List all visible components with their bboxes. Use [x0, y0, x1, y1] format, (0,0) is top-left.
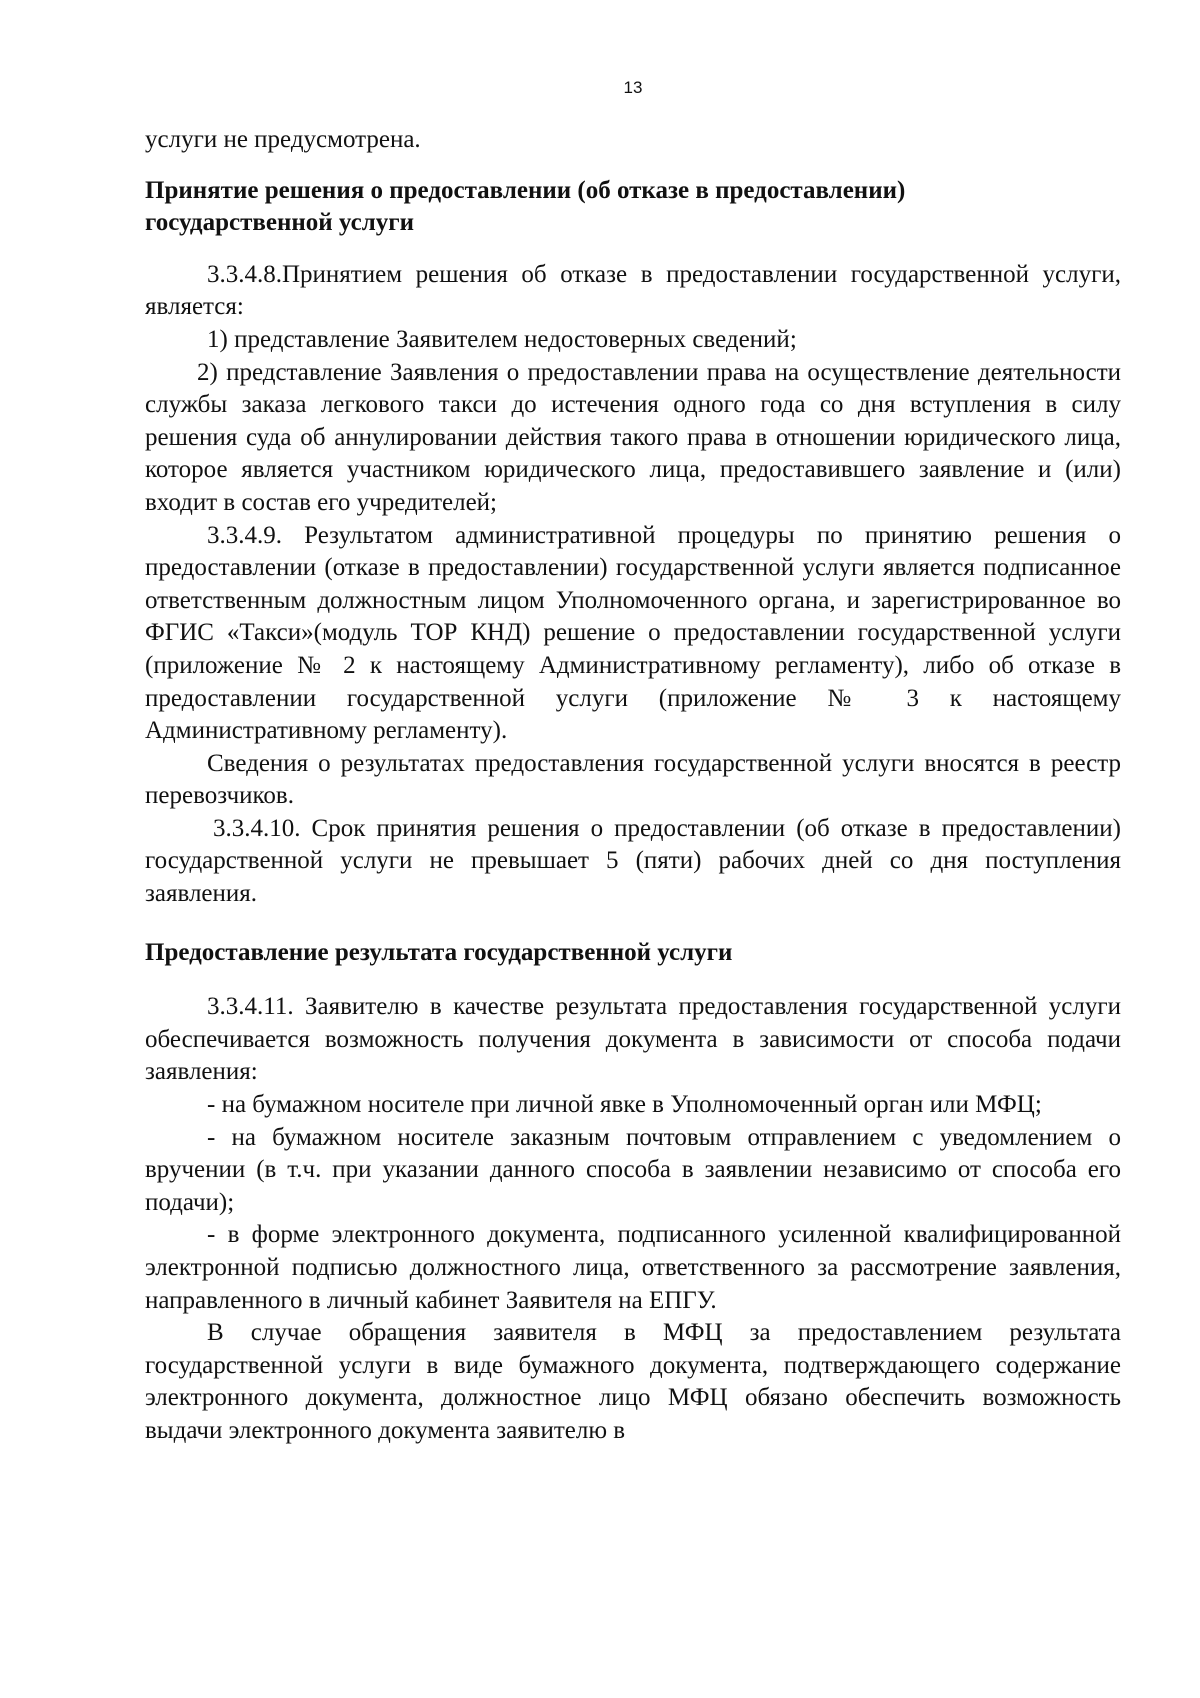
paragraph-mfc: В случае обращения заявителя в МФЦ за предоставлением результата государственной услуги в виде бумажного документа, подтверждающего содержание электронного документа, должностное лицо МФЦ обязано обеспечить возможность выдачи электронного документа заявителю в: [145, 1319, 1121, 1444]
paragraph-3-3-4-8: 3.3.4.8.Принятием решения об отказе в предоставлении государственной услуги, является:: [145, 260, 1121, 321]
document-page: [145, 0, 1121, 1698]
paragraph-3-3-4-9: 3.3.4.9. Результатом административной процедуры по принятию решения о предоставлении (отказе в предоставлении) государственной услуги является подписанное ответственным должностным лицом Уполномоченного органа, и зарегистрированное во ФГИС «Такси»(модуль ТОР КНД) решение о предоставлении государственной услуги (приложение № 2 к настоящему Административному регламенту), либо об отказе в предоставлении государственной услуги (приложение № 3 к настоящему Административному регламенту).: [145, 521, 1121, 745]
section-heading-decision: [145, 175, 1121, 240]
heading-line-2: государственной услуги: [145, 209, 415, 237]
paragraph-3-3-4-10: 3.3.4.10. Срок принятия решения о предоставлении (об отказе в предоставлении) государственной услуги не превышает 5 (пяти) рабочих дней со дня поступления заявления.: [145, 814, 1121, 908]
list-item-1: 1) представление Заявителем недостоверных сведений;: [207, 325, 797, 353]
heading-line-1: Принятие решения о предоставлении (об отказе в предоставлении): [145, 176, 906, 204]
paragraph-3-3-4-11: 3.3.4.11. Заявителю в качестве результата предоставления государственной услуги обеспечивается возможность получения документа в зависимости от способа подачи заявления:: [145, 993, 1121, 1086]
paragraph-continuation: услуги не предусмотрена.: [145, 126, 421, 153]
paragraph-registry-info: Сведения о результатах предоставления государственной услуги вносятся в реестр перевозчиков.: [145, 749, 1121, 810]
document-body: [145, 124, 1121, 1448]
list-item-paper-personal: - на бумажном носителе при личной явке в Уполномоченный орган или МФЦ;: [207, 1091, 1042, 1119]
list-item-electronic: - в форме электронного документа, подписанного усиленной квалифицированной электронной подписью должностного лица, ответственного за рассмотрение заявления, направленного в личный кабинет Заявителя на ЕПГУ.: [145, 1221, 1121, 1314]
list-item-paper-mail: - на бумажном носителе заказным почтовым отправлением с уведомлением о вручении (в т.ч. при указании данного способа в заявлении независимо от способа его подачи);: [145, 1123, 1121, 1216]
list-item-2: 2) представление Заявления о предоставлении права на осуществление деятельности службы заказа легкового такси до истечения одного года со дня вступления в силу решения суда об аннулировании действия такого права в отношении юридического лица, которое является участником юридического лица, предоставившего заявление и (или) входит в состав его учредителей;: [145, 358, 1121, 516]
section-heading-result: Предоставление результата государственной услуги: [145, 938, 733, 966]
page-number: 13: [623, 78, 643, 97]
